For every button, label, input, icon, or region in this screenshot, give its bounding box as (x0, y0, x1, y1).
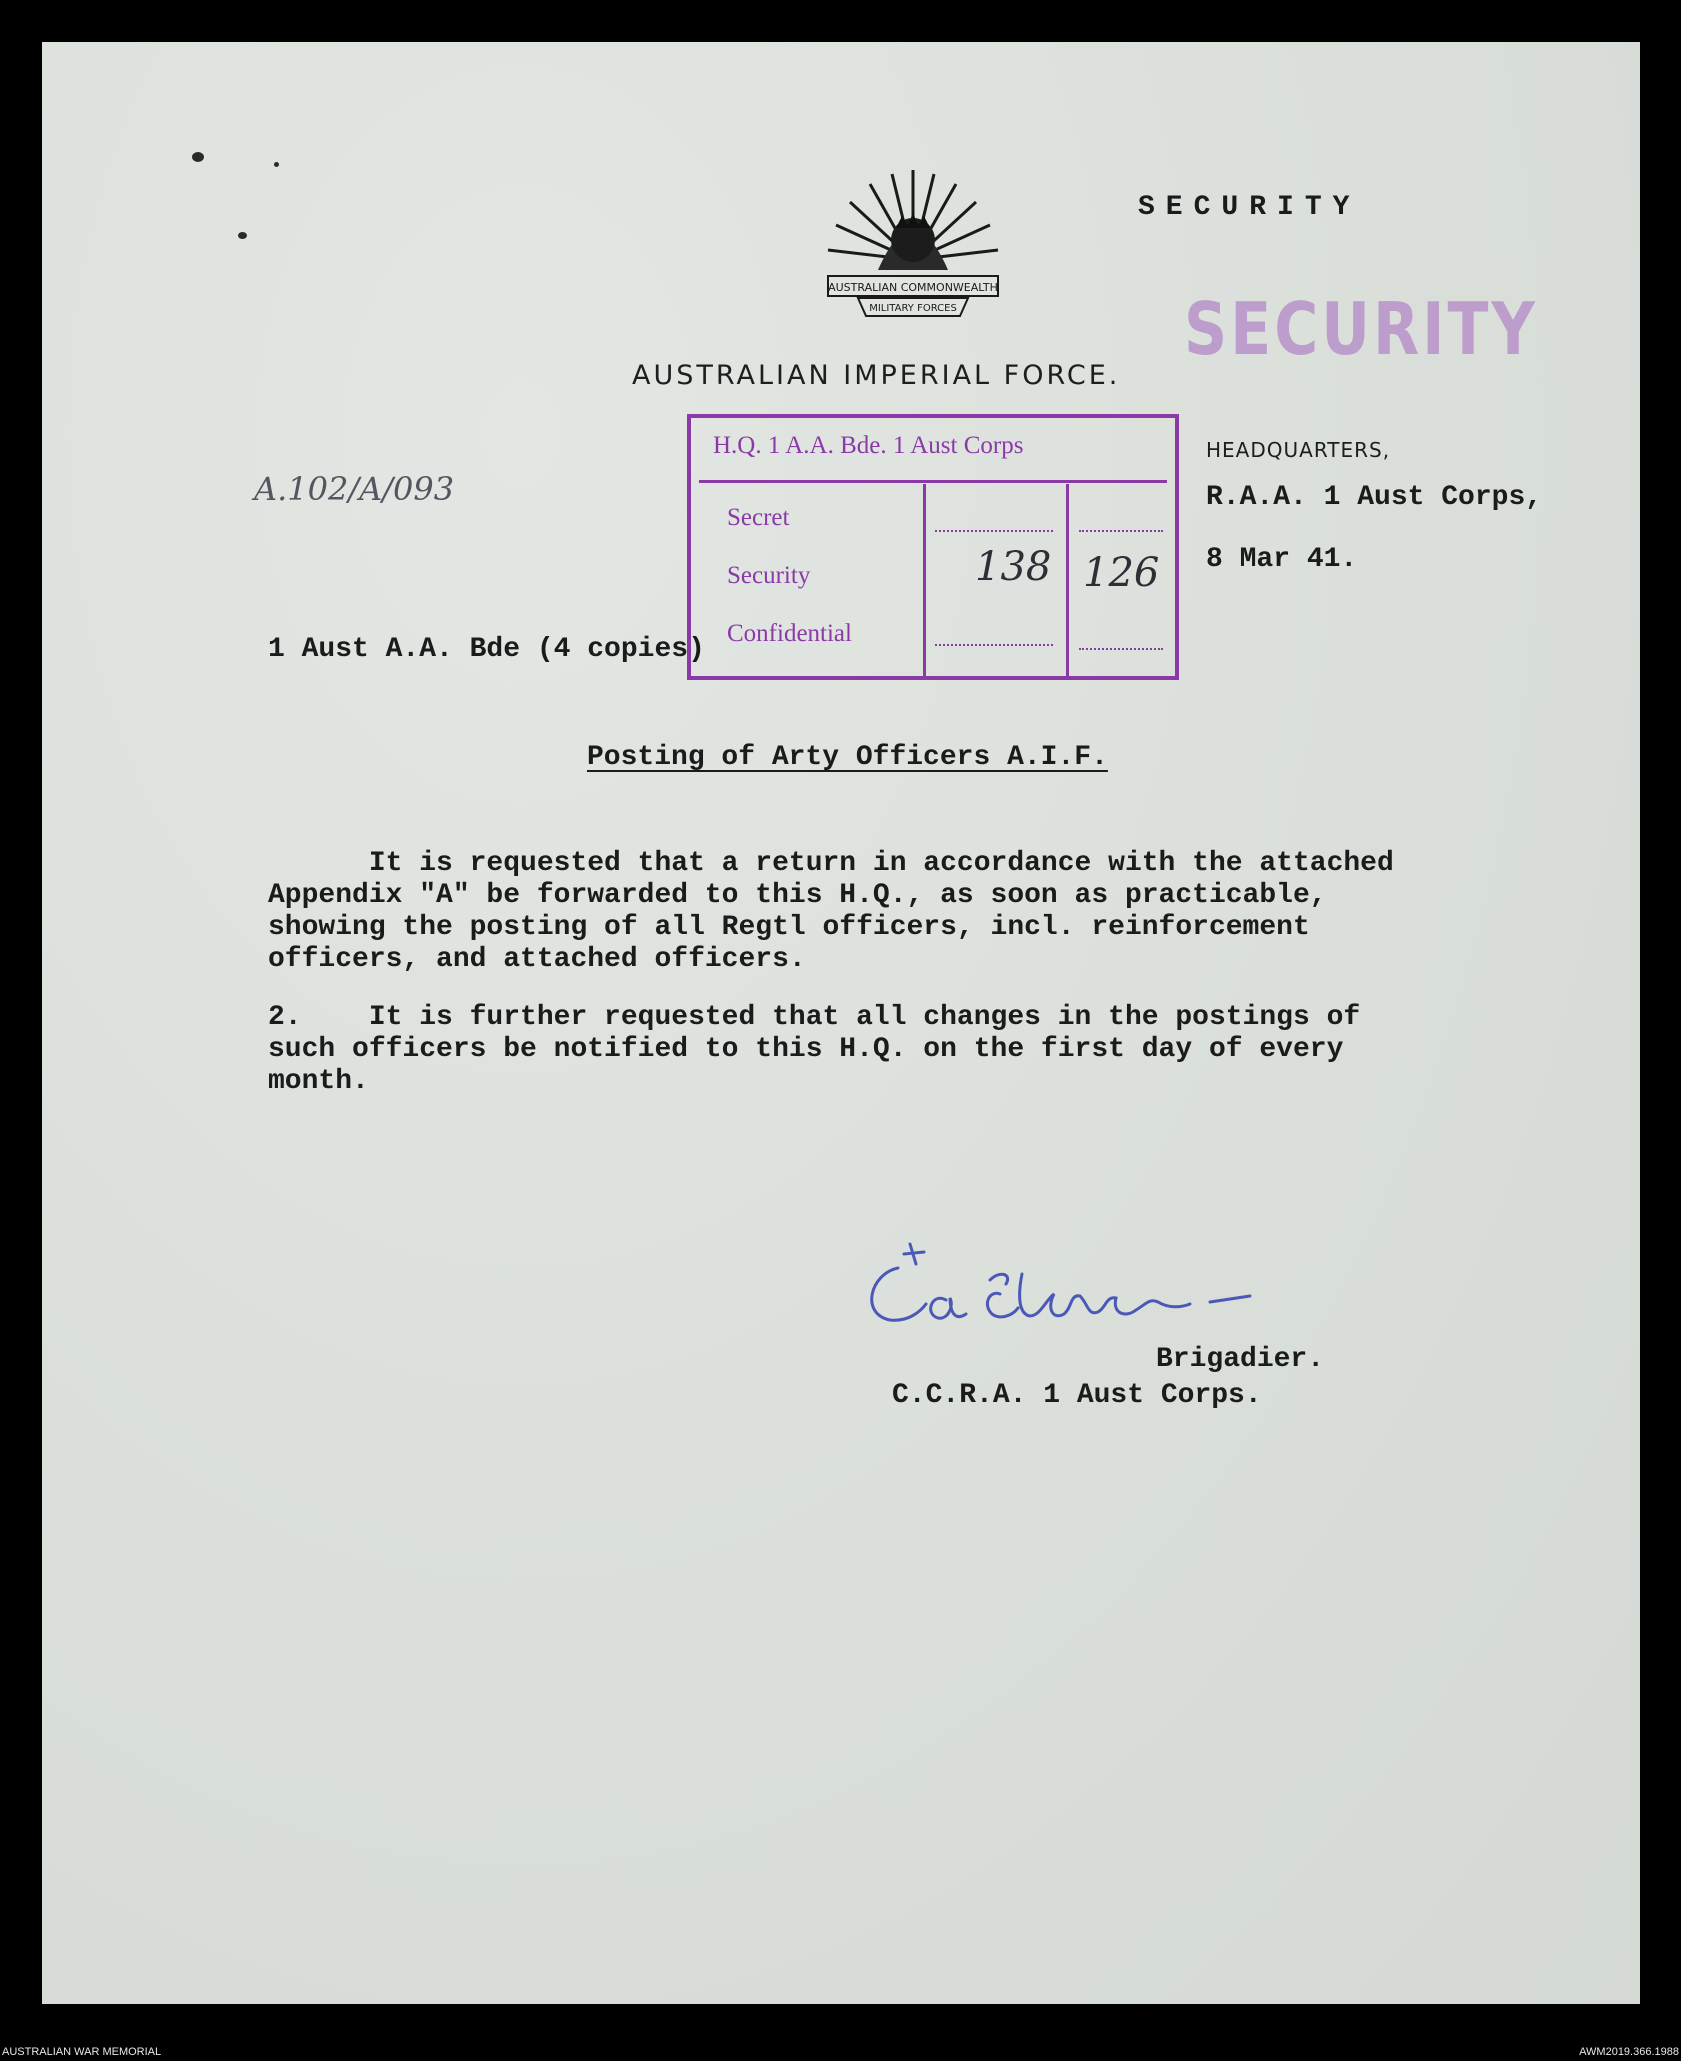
footer-institution: AUSTRALIAN WAR MEMORIAL (2, 2046, 162, 2058)
registry-stamp-column-line (1066, 484, 1069, 676)
handwritten-signature (850, 1234, 1270, 1349)
headquarters-label: HEADQUARTERS, (1206, 438, 1391, 462)
organisation-heading: AUSTRALIAN IMPERIAL FORCE. (632, 360, 1121, 391)
registry-stamp-column-line (923, 484, 926, 676)
headquarters-unit: R.A.A. 1 Aust Corps, (1206, 482, 1543, 513)
registry-stamp-dotted-line (1079, 648, 1163, 650)
registry-stamp-row-confidential: Confidential (727, 620, 852, 647)
registry-stamp-row-secret: Secret (727, 504, 790, 531)
signatory-rank: Brigadier. (1156, 1344, 1325, 1375)
registry-stamp-title: H.Q. 1 A.A. Bde. 1 Aust Corps (713, 432, 1024, 459)
paper-damage-mark (238, 232, 247, 239)
body-paragraph-2: 2. It is further requested that all changes in the postings of such officers be notified to this H.Q. on the first day of every month. (268, 1002, 1361, 1097)
registry-stamp-dotted-line (935, 530, 1053, 532)
rising-sun-badge (788, 170, 1038, 335)
body-paragraph-1: It is requested that a return in accordance with the attached Appendix "A" be forwarded to this H.Q., as soon as practicable, showing the posting of all Regtl officers, incl. reinforcement officers, and attached officers. (268, 848, 1394, 975)
registry-stamp (687, 414, 1179, 680)
subject-heading: Posting of Arty Officers A.I.F. (587, 742, 1108, 773)
document-page (42, 42, 1640, 2004)
addressee-line: 1 Aust A.A. Bde (4 copies) (268, 634, 705, 665)
registry-stamp-dotted-line (1079, 530, 1163, 532)
registry-number-first: 138 (975, 544, 1052, 590)
registry-number-second: 126 (1083, 550, 1160, 596)
handwritten-file-reference: A.102/A/093 (254, 470, 455, 508)
security-classification-typed: SECURITY (1138, 192, 1361, 223)
badge-band-text: AUSTRALIAN COMMONWEALTH (828, 281, 998, 294)
registry-stamp-dotted-line (935, 644, 1053, 646)
signatory-appointment: C.C.R.A. 1 Aust Corps. (892, 1380, 1262, 1411)
paper-damage-mark (274, 162, 279, 167)
badge-scroll-text: MILITARY FORCES (869, 303, 957, 314)
registry-stamp-divider (699, 480, 1167, 483)
security-classification-stamp: SECURITY (1184, 288, 1538, 372)
footer-accession-number: AWM2019.366.1988 (1579, 2046, 1679, 2058)
registry-stamp-row-security: Security (727, 562, 811, 589)
paper-damage-mark (192, 152, 204, 162)
document-date: 8 Mar 41. (1206, 544, 1358, 575)
